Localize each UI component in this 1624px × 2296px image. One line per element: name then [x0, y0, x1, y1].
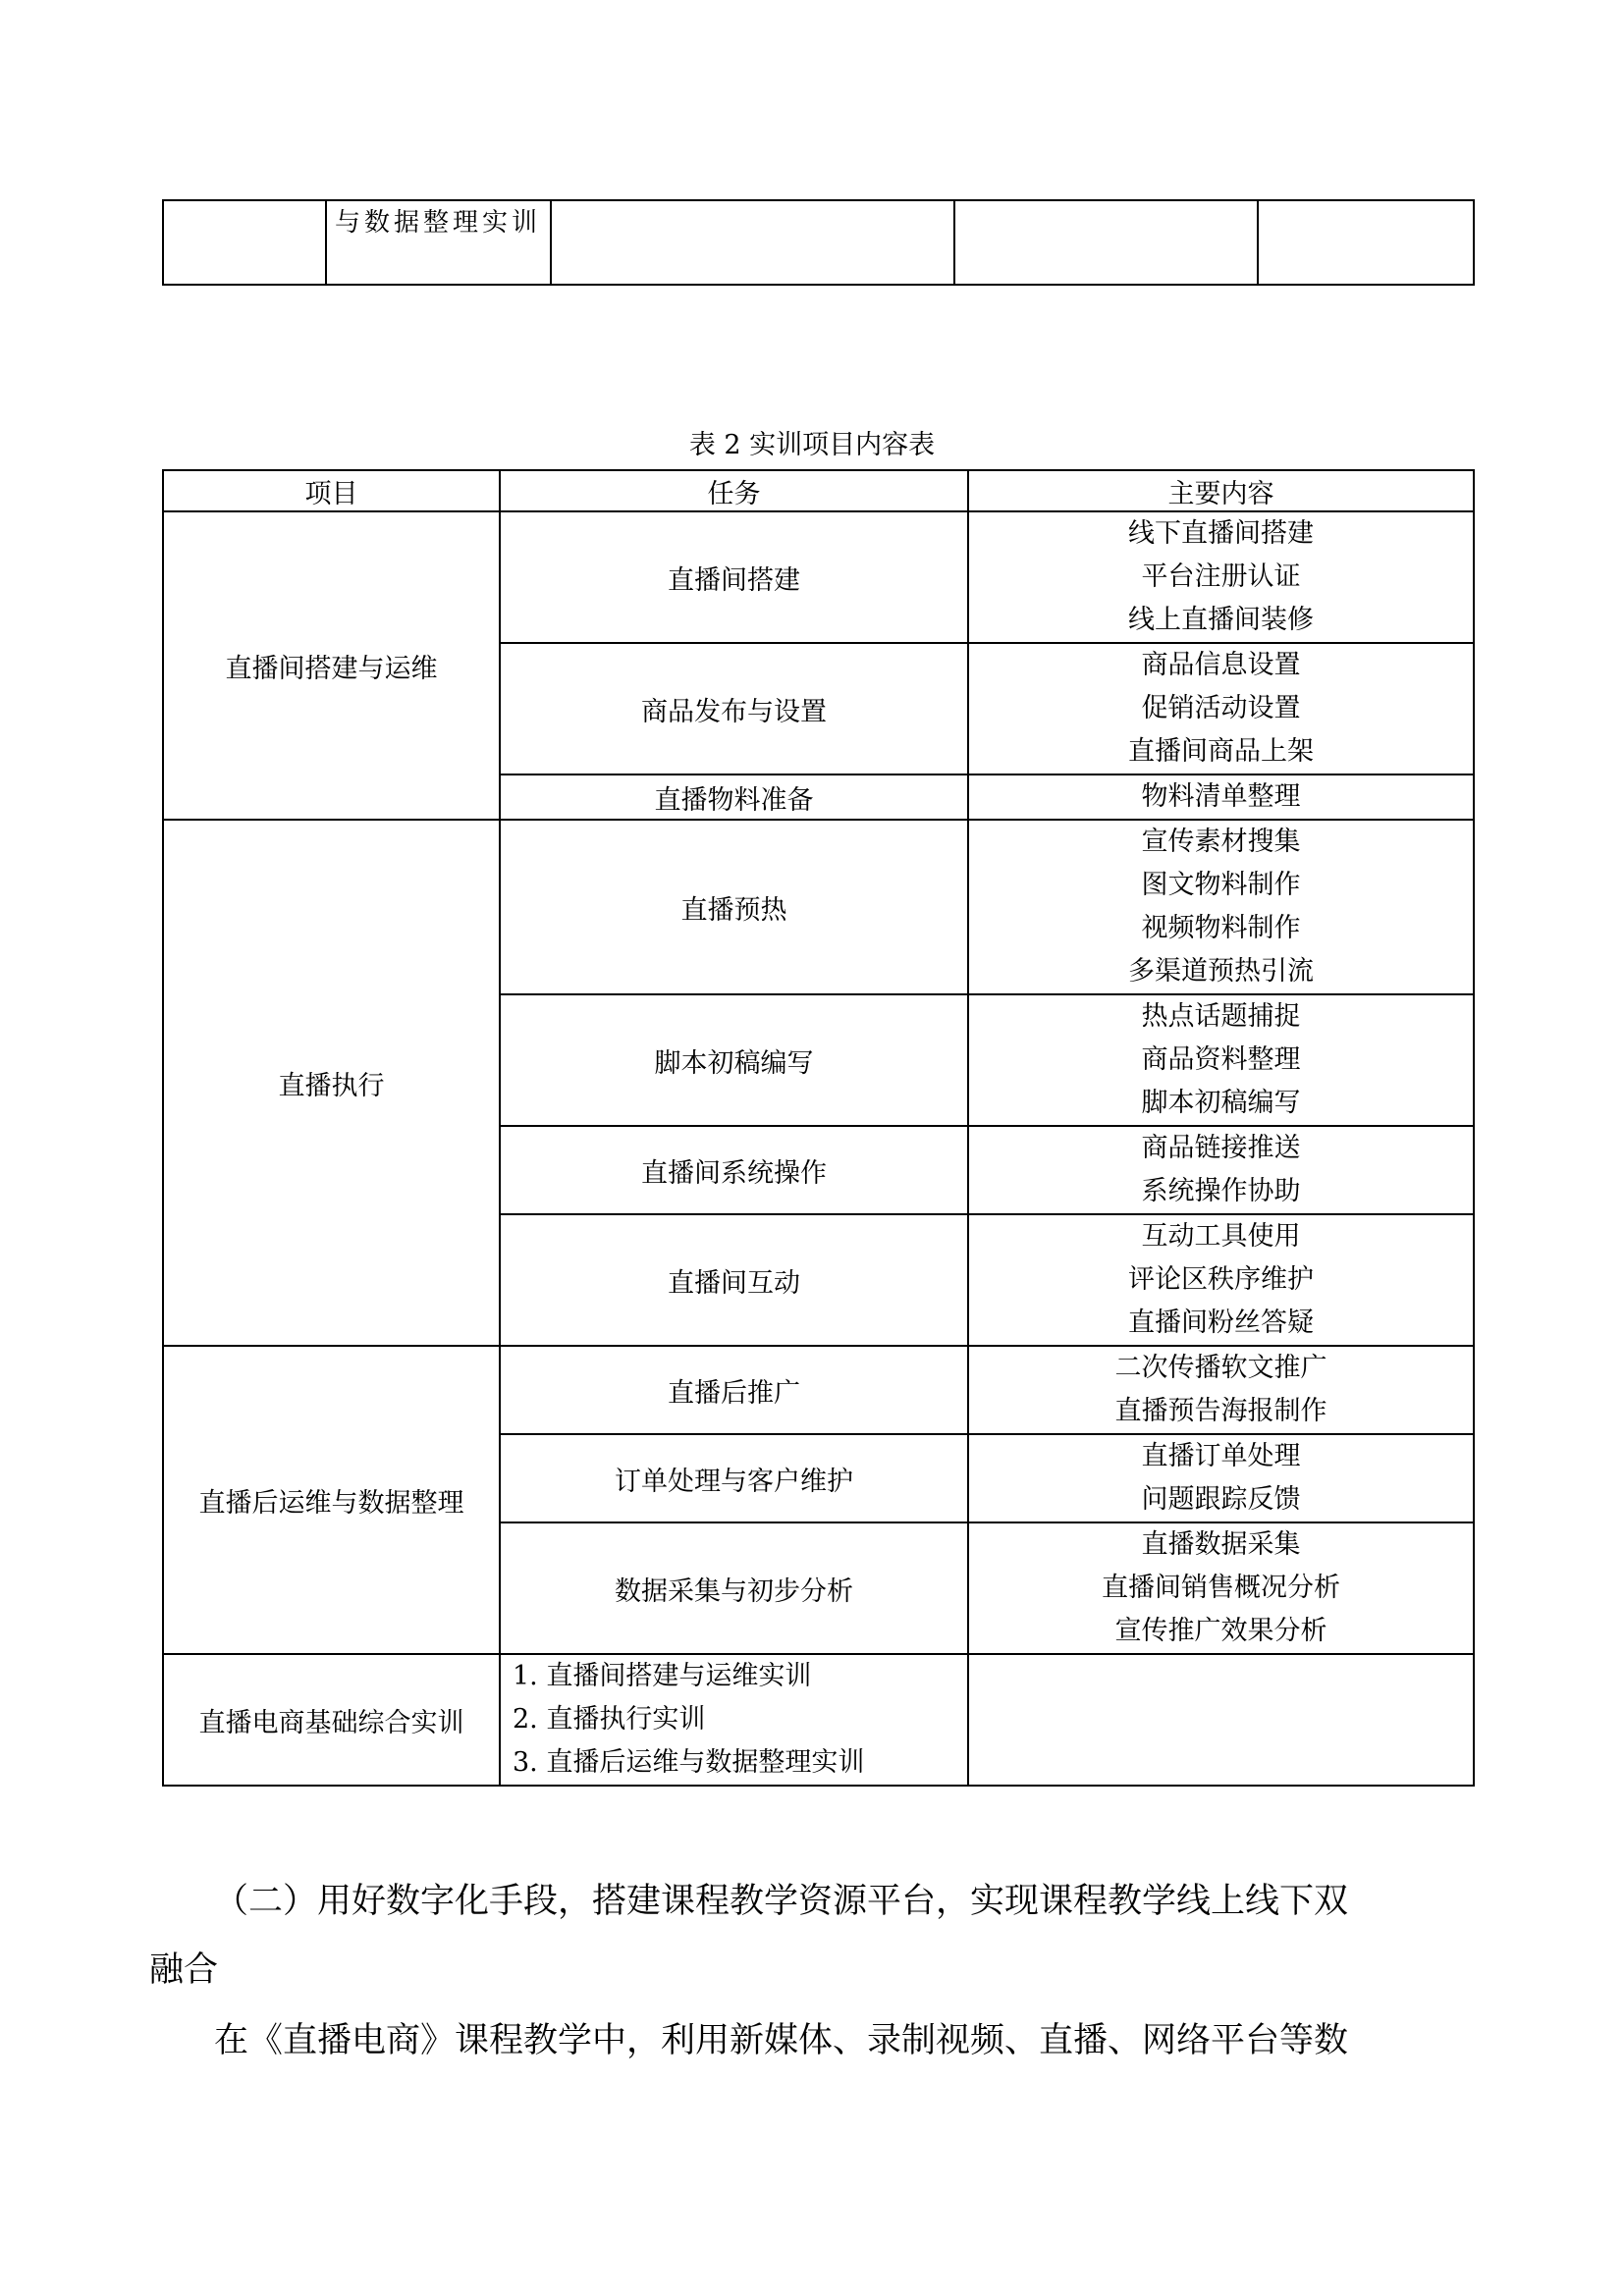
content-item: 宣传推广效果分析: [1114, 1616, 1327, 1646]
section-heading-line2: 融合: [149, 1950, 219, 1990]
content-item: 直播订单处理: [1141, 1441, 1301, 1471]
content-item: 图文物料制作: [1141, 870, 1301, 900]
table-row: [163, 1654, 1474, 1786]
content-item: 平台注册认证: [1141, 561, 1301, 592]
project-cell: 直播间搭建与运维: [163, 511, 500, 820]
content-item: 评论区秩序维护: [1128, 1264, 1314, 1295]
content-cell: [968, 511, 1474, 643]
task-list-item: 1. 直播间搭建与运维实训: [513, 1661, 812, 1691]
header-task: 任务: [500, 470, 968, 511]
task-cell: 直播物料准备: [500, 774, 968, 820]
project-cell: 直播后运维与数据整理: [163, 1346, 500, 1654]
header-content: 主要内容: [968, 470, 1474, 511]
content-cell: [968, 820, 1474, 994]
project-cell: 直播执行: [163, 820, 500, 1346]
header-project: 项目: [163, 470, 500, 511]
table-row: [163, 1346, 1474, 1434]
table-cell: [326, 200, 551, 285]
content-item: 商品信息设置: [1141, 650, 1301, 680]
content-item: 互动工具使用: [1141, 1221, 1301, 1252]
content-item: 脚本初稿编写: [1141, 1088, 1301, 1118]
table-caption: 表 2 实训项目内容表: [688, 430, 936, 460]
content-item: 直播间销售概况分析: [1102, 1573, 1340, 1603]
content-cell: [968, 994, 1474, 1126]
section-heading-line1: （二）用好数字化手段，搭建课程教学资源平台，实现课程教学线上线下双: [214, 1882, 1349, 1921]
content-item: 系统操作协助: [1141, 1176, 1301, 1206]
content-cell: [968, 1346, 1474, 1434]
task-list-cell: [500, 1654, 968, 1786]
task-cell: 直播间互动: [500, 1214, 968, 1346]
continued-table: [162, 199, 1475, 286]
table-row: [163, 820, 1474, 994]
task-cell: 商品发布与设置: [500, 643, 968, 774]
table-cell: [163, 200, 326, 285]
content-item: 直播预告海报制作: [1114, 1396, 1327, 1426]
content-item: 商品资料整理: [1141, 1044, 1301, 1075]
content-cell: [968, 774, 1474, 820]
task-cell: 数据采集与初步分析: [500, 1522, 968, 1654]
content-cell: [968, 643, 1474, 774]
content-item: 物料清单整理: [1141, 781, 1301, 812]
task-cell: 脚本初稿编写: [500, 994, 968, 1126]
task-cell: 直播预热: [500, 820, 968, 994]
content-cell: [968, 1654, 1474, 1786]
content-cell: [968, 1214, 1474, 1346]
content-item: 直播数据采集: [1141, 1529, 1301, 1560]
content-item: 问题跟踪反馈: [1141, 1484, 1301, 1515]
content-item: 线下直播间搭建: [1128, 518, 1314, 549]
task-list-item: 2. 直播执行实训: [513, 1704, 706, 1735]
content-cell: [968, 1434, 1474, 1522]
task-cell: 直播后推广: [500, 1346, 968, 1434]
content-item: 宣传素材搜集: [1141, 827, 1301, 857]
content-item: 热点话题捕捉: [1141, 1001, 1301, 1032]
content-item: 促销活动设置: [1141, 693, 1301, 723]
content-cell: [968, 1126, 1474, 1214]
content-item: 二次传播软文推广: [1114, 1353, 1327, 1383]
content-item: 线上直播间装修: [1128, 605, 1314, 635]
content-item: 视频物料制作: [1141, 913, 1301, 943]
table-cell: [1258, 200, 1474, 285]
cell-text: 与数据整理实训: [335, 208, 542, 238]
table-row: [163, 200, 1474, 285]
table-row: [163, 511, 1474, 643]
body-paragraph-line1: 在《直播电商》课程教学中，利用新媒体、录制视频、直播、网络平台等数: [214, 2021, 1349, 2060]
content-item: 多渠道预热引流: [1128, 956, 1314, 987]
project-cell: 直播电商基础综合实训: [163, 1654, 500, 1786]
task-cell: 直播间搭建: [500, 511, 968, 643]
table-cell: [551, 200, 954, 285]
training-content-table: [162, 469, 1475, 1787]
content-item: 直播间商品上架: [1128, 736, 1314, 767]
task-cell: 直播间系统操作: [500, 1126, 968, 1214]
table-cell: [954, 200, 1258, 285]
task-list-item: 3. 直播后运维与数据整理实训: [513, 1747, 865, 1778]
content-cell: [968, 1522, 1474, 1654]
content-item: 直播间粉丝答疑: [1128, 1308, 1314, 1338]
table-header-row: [163, 470, 1474, 511]
content-item: 商品链接推送: [1141, 1133, 1301, 1163]
task-cell: 订单处理与客户维护: [500, 1434, 968, 1522]
